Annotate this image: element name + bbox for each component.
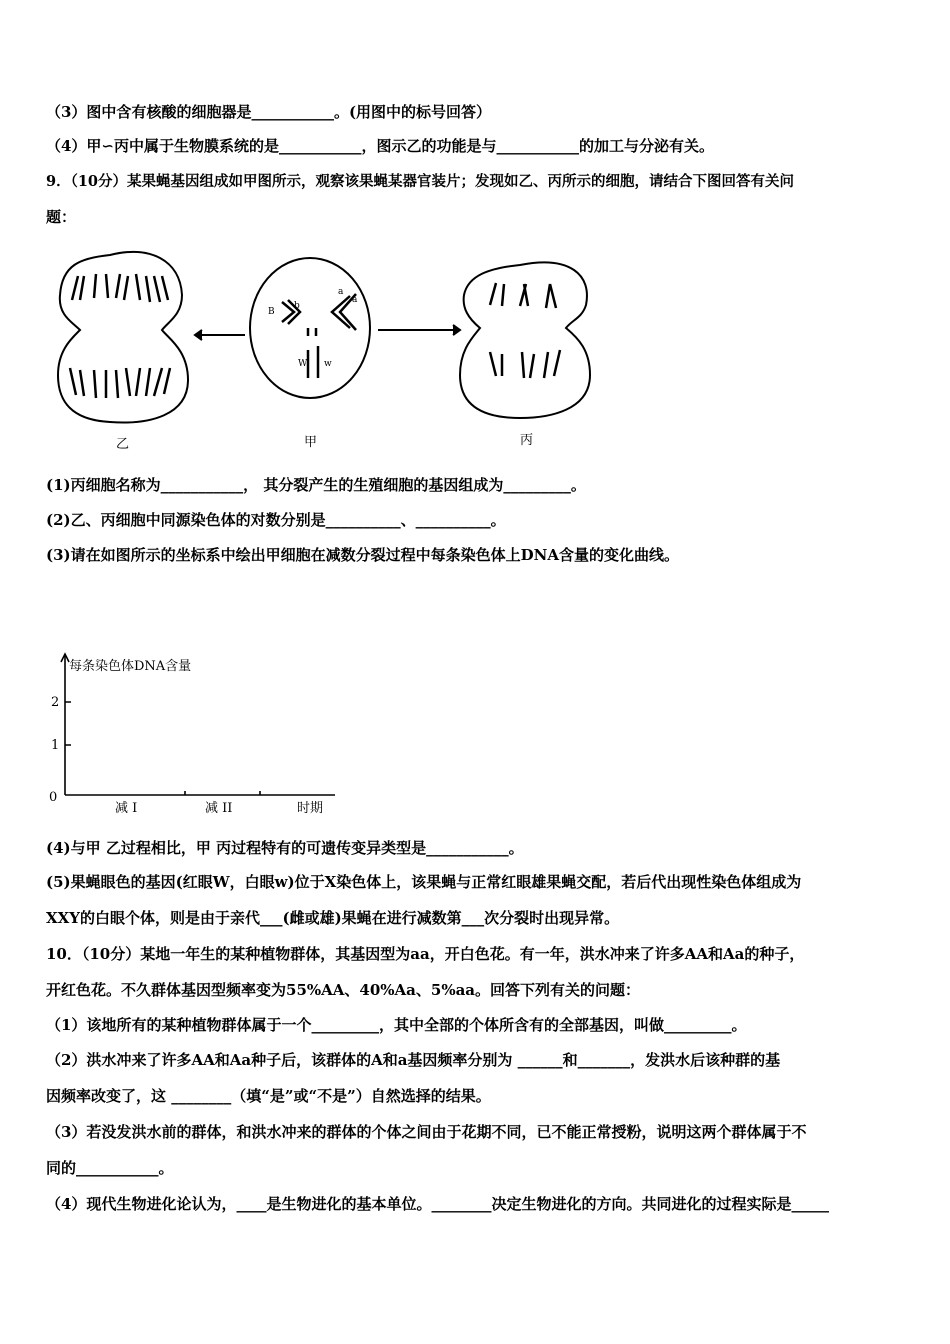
- line-q9-5-cont: XXY的白眼个体，则是由于亲代___(雌或雄)果蝇在进行减数第___次分裂时出现异常。: [46, 909, 620, 927]
- label-jia: 甲: [304, 435, 318, 450]
- line-q10-3-cont: 同的___________。: [46, 1159, 174, 1177]
- line-q10-2-cont: 因频率改变了，这 ________（填“是”或“不是”）自然选择的结果。: [46, 1087, 491, 1105]
- gene-b: b: [294, 301, 300, 311]
- label-bing: 丙: [520, 433, 534, 448]
- line-q9-stem-cont: 题：: [46, 208, 77, 226]
- line-q10-4: （4）现代生物进化论认为，____是生物进化的基本单位。________决定生物进化的方向。共同进化的过程实际是_____: [46, 1195, 829, 1213]
- line-q8-3: （3）图中含有核酸的细胞器是___________。(用图中的标号回答）: [46, 103, 492, 121]
- gene-w: w: [324, 359, 332, 369]
- label-yi: 乙: [116, 437, 130, 452]
- line-q10-1: （1）该地所有的某种植物群体属于一个_________，其中全部的个体所含有的全部基因，叫做_________。: [46, 1016, 747, 1034]
- line-q9-stem: 9．（10分）某果蝇基因组成如甲图所示，观察该果蝇某器官装片；发现如乙、丙所示的细胞，请结合下图回答有关问: [46, 173, 795, 190]
- line-q10-3: （3）若没发洪水前的群体，和洪水冲来的群体的个体之间由于花期不同，已不能正常授粉，说明这两个群体属于不: [46, 1123, 807, 1141]
- line-q10-stem: 10．（10分）某地一年生的某种植物群体，其基因型为aa，开白色花。有一年，洪水冲来了许多AA和Aa的种子，: [46, 945, 805, 963]
- line-q10-2: （2）洪水冲来了许多AA和Aa种子后，该群体的A和a基因频率分别为 ______和_______，发洪水后该种群的基: [46, 1051, 781, 1069]
- y-label: 每条染色体DNA含量: [69, 659, 192, 674]
- cell-jia: [250, 258, 370, 398]
- line-q9-2: (2)乙、丙细胞中同源染色体的对数分别是__________、__________。: [46, 511, 506, 529]
- gene-a1: a: [338, 287, 344, 297]
- x-tick-meiosis-1: 减 I: [115, 801, 138, 816]
- line-q10-stem-cont: 开红色花。不久群体基因型频率变为55%AA、40%Aa、5%aa。回答下列有关的问题：: [46, 981, 641, 999]
- y-tick-2: 2: [51, 695, 60, 710]
- x-tick-period: 时期: [297, 801, 324, 816]
- line-q9-3: (3)请在如图所示的坐标系中绘出甲细胞在减数分裂过程中每条染色体上DNA含量的变化曲线。: [46, 546, 679, 564]
- y-tick-0: 0: [49, 790, 58, 805]
- gene-a2: a: [352, 295, 358, 305]
- gene-B: B: [268, 307, 275, 317]
- y-tick-1: 1: [51, 738, 60, 753]
- line-q9-5: (5)果蝇眼色的基因(红眼W，白眼w)位于X染色体上，该果蝇与正常红眼雄果蝇交配，若后代出现性染色体组成为: [46, 873, 802, 891]
- line-q8-4: （4）甲∽丙中属于生物膜系统的是___________，图示乙的功能是与___________的加工与分泌有关。: [46, 137, 715, 155]
- gene-W: W: [298, 359, 308, 369]
- x-tick-meiosis-2: 减 II: [205, 801, 233, 816]
- dna-content-axes: [45, 650, 345, 820]
- line-q9-1: (1)丙细胞名称为___________， 其分裂产生的生殖细胞的基因组成为_________。: [46, 476, 586, 494]
- line-q9-4: (4)与甲 乙过程相比，甲 丙过程特有的可遗传变异类型是___________。: [46, 839, 524, 857]
- cell-division-figure: [50, 250, 610, 460]
